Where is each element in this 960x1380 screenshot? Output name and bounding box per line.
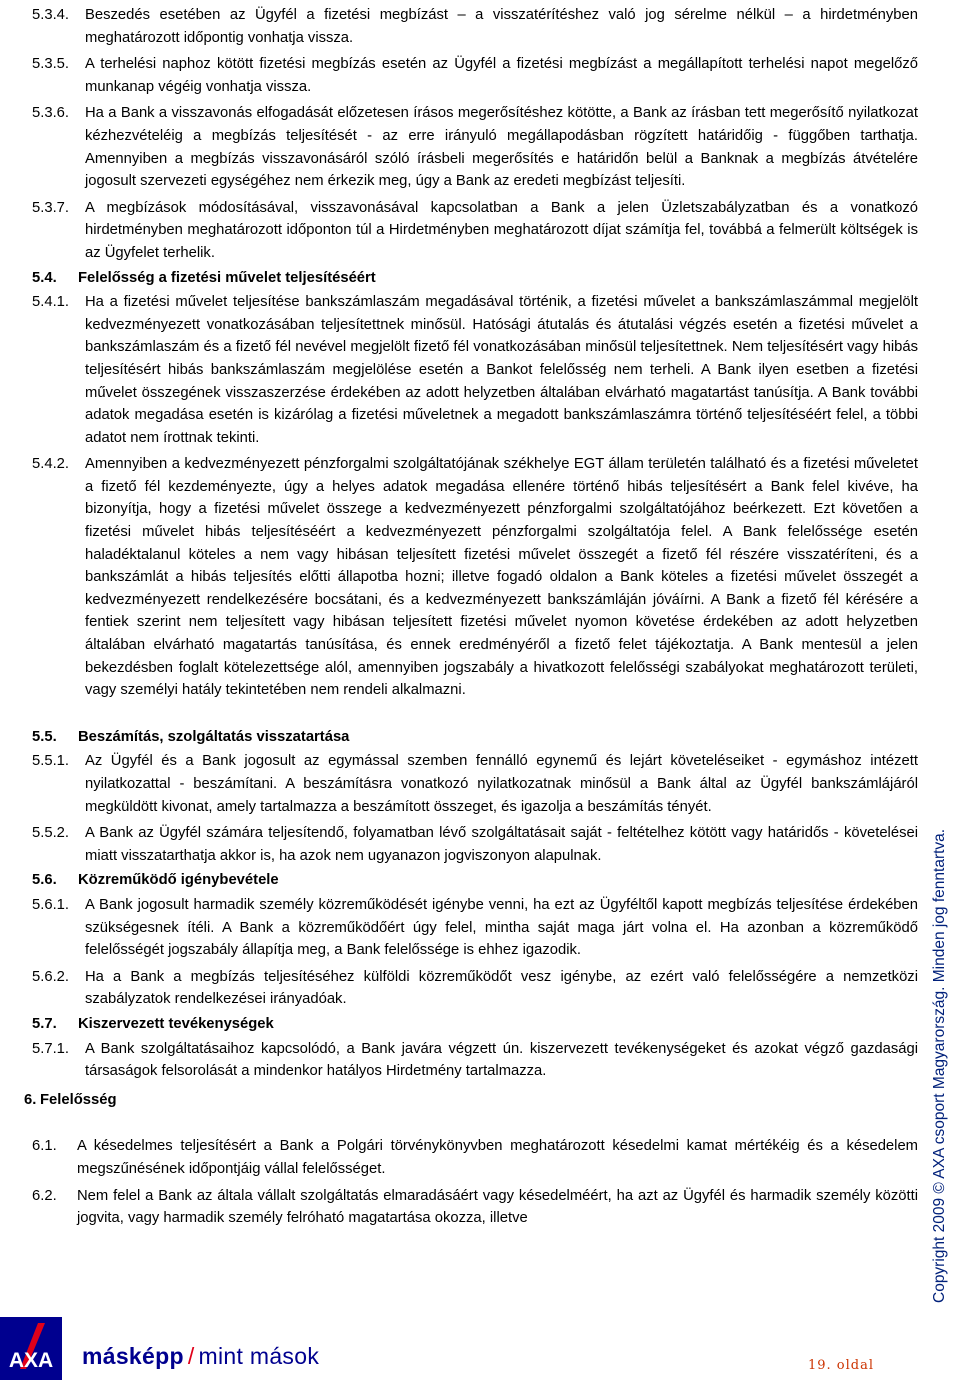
page-number: 19. oldal <box>808 1358 875 1373</box>
paragraph-text: A Bank az Ügyfél számára teljesítendő, folyamatban lévő szolgáltatásait saját - feltételhez kötött vagy határidős - követelései miatt visszatarthatja akkor is, ha azok nem ugyanazon jogviszonyon alapulnak. <box>85 825 918 864</box>
paragraph-number: 5.5.1. <box>32 753 70 770</box>
section-heading-5-6 <box>32 869 918 892</box>
heading-number: 6. <box>24 1091 37 1108</box>
paragraph-text: A terhelési naphoz kötött fizetési megbízás esetén az Ügyfél a fizetési megbízást a megállapított terhelési napot megelőző munkanap végéig vonhatja vissza. <box>85 56 918 95</box>
paragraph-text: A késedelmes teljesítésért a Bank a Polgári törvénykönyvben meghatározott késedelmi kamat mértékéig és a késedelem megszűnésének időpontjáig vállal felelősséget. <box>77 1138 918 1177</box>
document-body <box>24 4 918 1230</box>
heading-text: Kiszervezett tevékenységek <box>78 1015 274 1032</box>
slogan-first: másképp <box>82 1343 184 1369</box>
paragraph-number: 5.3.4. <box>32 7 70 23</box>
paragraph-number: 5.4.1. <box>32 294 70 311</box>
paragraph-5-3-6 <box>32 102 918 192</box>
paragraph-5-6-2 <box>32 966 918 1011</box>
paragraph-number: 5.5.2. <box>32 825 70 842</box>
paragraph-number: 5.3.6. <box>32 105 70 122</box>
copyright-notice: Copyright 2009 © AXA csoport Magyarország. Minden jog fenntartva. <box>931 828 948 1303</box>
paragraph-number: 5.3.7. <box>32 199 70 216</box>
heading-number: 5.5. <box>32 728 57 745</box>
paragraph-text: A Bank jogosult harmadik személy közreműködését igénybe venni, ha ezt az Ügyféltől kapott megbízás teljesítése érdekében szükségesnek ítéli. A Bank a közreműködőért úgy felel, mintha saját maga járt volna el. Ha azonban a közreműködő felelősségét jogszabály állapítja meg, a Bank felelőssége is ehhez igazodik. <box>85 896 918 959</box>
paragraph-5-6-1 <box>32 894 918 962</box>
paragraph-number: 5.6.2. <box>32 968 70 985</box>
heading-number: 5.6. <box>32 872 57 889</box>
axa-logo-icon <box>0 1317 62 1380</box>
paragraph-number: 5.7.1. <box>32 1040 70 1057</box>
paragraph-text: Amennyiben a kedvezményezett pénzforgalmi szolgáltatójának székhelye EGT állam területén található és a fizetési műveletet a fizető fél kezdeményezte, úgy a helyes adatok megadása ellenére történő hibás teljesítésért a Bank felel kivéve, ha bizonyítja, hogy a fizetési művelet összege a kedvezményezett pénzforgalmi szolgáltatójához beérkezett. Ezt követően a fizetési művelet hibás teljesítéséért a kedvezményezett pénzforgalmi szolgáltatója felel. A Bank felelőssége esetén haladéktalanul köteles a nem vagy hibásan teljesített fizetési művelet összegét a fizető fél részére visszatéríteni, és a bankszámlát a hibás teljesítés előtti állapotba hozni; illetve fogadó oldalon a Bank köteles a fizetési művelet összegét a kedvezményezett rendelkezésére bocsátani, és a kedvezményezett bankszámláján jóváírni. A Bank a fizető fél kérésére a fentiek szerint nem teljesített vagy hibásan teljesített fizetési művelet nyomon követése érdekében az adott helyzetben általában elvárható magatartás tanúsítása, és ennek eredményéről a fizető felet tájékoztatja. A Bank mentesül a jelen bekezdésben foglalt kötelezettsége alól, amennyiben jogszabály a hivatkozott felelősségi szabályokat meghatározott területi, vagy személyi hatály tekintetében nem rendeli alkalmazni. <box>85 456 918 699</box>
heading-text: Felelősség <box>40 1091 117 1108</box>
paragraph-text: Beszedés esetében az Ügyfél a fizetési megbízást – a visszatérítéshez való jog sérelme nélkül – a hirdetményben meghatározott időpontig vonhatja vissza. <box>85 7 918 46</box>
paragraph-text: A megbízások módosításával, visszavonásával kapcsolatban a Bank a jelen Üzletszabályzatban és a vonatkozó hirdetményben meghatározott időponton túl a Hirdetményben meghatározott díjat számítja fel, továbbá a felmerült költségek is az Ügyfelet terhelik. <box>85 199 918 261</box>
paragraph-number: 5.6.1. <box>32 896 70 913</box>
paragraph-text: Nem felel a Bank az általa vállalt szolgáltatás elmaradásáért vagy késedelméért, ha azt az Ügyfél és harmadik személy közötti jogvita, vagy harmadik személy felróható magatartása okozza, illetve <box>77 1187 918 1227</box>
slash-icon: / <box>187 1343 195 1369</box>
paragraph-text: Ha a fizetési művelet teljesítése bankszámlaszám megadásával történik, a fizetési művelet a bankszámlaszámmal megjelölt kedvezményezett vonatkozásában teljesítettnek minősül. Hatósági átutalás és átutalási végzés esetén a fizetési művelet a bankszámlaszám és a fizető fél nevével megjelölt fizető fél vonatkozásában minősül teljesítettnek. Nem teljesítésért vagy hibás teljesítésért hibás bankszámlaszám megjelölése esetén a Bankot felelősség nem terheli. A Bank ilyen esetben a fizetési művelet összegének visszaszerzése érdekében az adott helyzetben általában elvárható magatartást tanúsítja. A Bank további adatok megadása esetén is kizárólag a fizetési műveletnek a megadott bankszámlaszámra történő teljesítéséért felel, a többi adatot nem írottnak tekinti. <box>85 294 918 446</box>
heading-number: 5.7. <box>32 1015 57 1032</box>
paragraph-text: Ha a Bank a visszavonás elfogadását előzetesen írásos megerősítéshez kötötte, a Bank az írásban tett megerősítő nyilatkozat kézhezvételéig a megbízás teljesítését - az erre irányuló megállapodásban rögzített határidőig - függőben tarthatja. Amennyiben a megbízás visszavonásáról szóló írásbeli megerősítés e határidőn belül a Banknak a megbízás átvételére jogosult szervezeti egységéhez nem érkezik meg, úgy a Bank az eredeti megbízást teljesíti. <box>85 105 918 190</box>
paragraph-5-3-4 <box>32 4 918 49</box>
paragraph-text: Az Ügyfél és a Bank jogosult az egymással szemben fennálló egynemű és lejárt követeléseiket - egymáshoz intézett nyilatkozattal - beszámítani. A beszámításra vonatkozó nyilatkozatnak minősül a Bank által az Ügyfél bankszámlájáról megküldött kivonat, amely tartalmazza a beszámított összeget, és igazolja a beszámítás tényét. <box>85 753 918 815</box>
paragraph-number: 6.1. <box>32 1138 57 1155</box>
paragraph-5-4-1 <box>32 291 918 449</box>
paragraph-5-3-7 <box>32 197 918 265</box>
paragraph-5-5-2 <box>32 822 918 867</box>
axa-logo <box>0 1317 62 1380</box>
slogan-second: mint mások <box>198 1343 320 1369</box>
svg-text:AXA: AXA <box>8 1349 54 1372</box>
section-heading-5-5 <box>32 726 918 749</box>
paragraph-text: A Bank szolgáltatásaihoz kapcsolódó, a Bank javára végzett ún. kiszervezett tevékenységeket és azokat végző gazdasági társaságok felsorolását a mindenkor hatályos Hirdetmény tartalmazza. <box>85 1040 918 1080</box>
paragraph-5-5-1 <box>32 750 918 818</box>
paragraph-text: Ha a Bank a megbízás teljesítéséhez külföldi közreműködőt vesz igénybe, az ezért való felelősségére a nemzetközi szabályzatok rendelkezései irányadóak. <box>85 968 918 1008</box>
slogan <box>82 1343 319 1370</box>
section-heading-5-7 <box>32 1013 918 1036</box>
paragraph-5-7-1 <box>32 1038 918 1083</box>
section-heading-6 <box>24 1089 918 1112</box>
paragraph-6-2 <box>32 1185 918 1230</box>
paragraph-5-3-5 <box>32 53 918 98</box>
heading-text: Felelősség a fizetési művelet teljesítéséért <box>78 269 376 286</box>
paragraph-number: 5.4.2. <box>32 456 70 473</box>
section-heading-5-4 <box>32 267 918 290</box>
paragraph-5-4-2 <box>32 453 918 702</box>
heading-number: 5.4. <box>32 269 57 286</box>
paragraph-number: 6.2. <box>32 1187 57 1204</box>
heading-text: Közreműködő igénybevétele <box>78 872 279 889</box>
paragraph-number: 5.3.5. <box>32 56 70 73</box>
paragraph-6-1 <box>32 1135 918 1180</box>
heading-text: Beszámítás, szolgáltatás visszatartása <box>78 728 350 745</box>
